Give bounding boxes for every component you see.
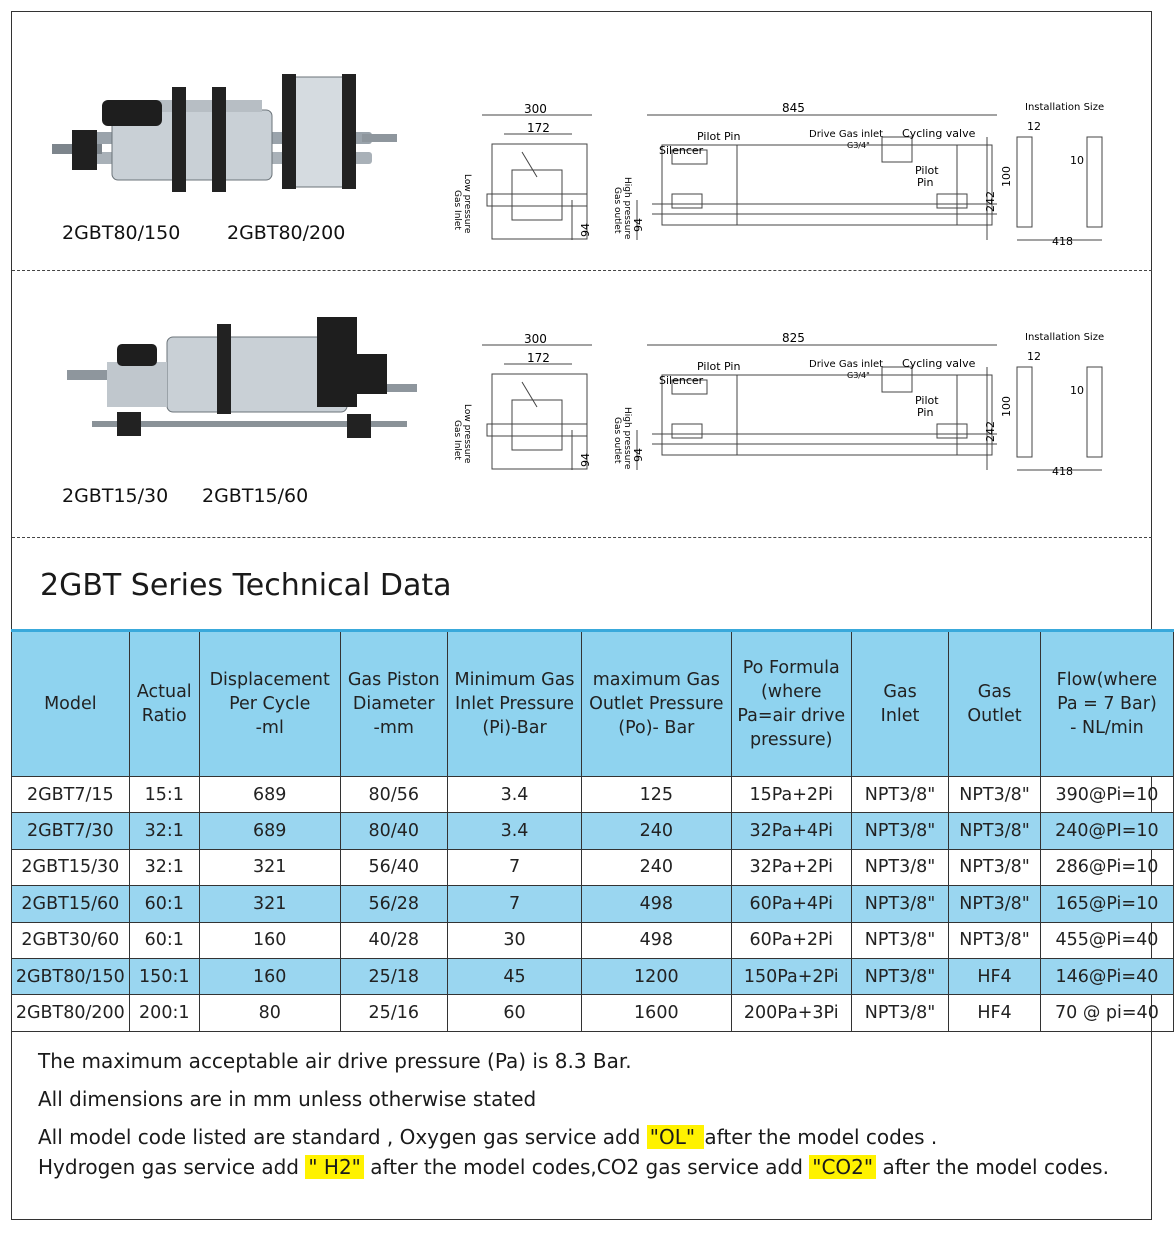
drive-gas-inlet-label: Drive Gas inlet [809, 129, 884, 140]
dim-10: 10 [1070, 154, 1084, 167]
table-cell: 1600 [582, 995, 731, 1031]
table-cell: 200Pa+3Pi [731, 995, 851, 1031]
pilot-label: Pilot [915, 164, 939, 177]
column-header-line: (Pi)-Bar [482, 718, 547, 738]
table-cell: 455@Pi=40 [1040, 922, 1173, 958]
table-cell: 165@Pi=10 [1040, 886, 1173, 922]
table-cell: 150Pa+2Pi [731, 958, 851, 994]
hydrogen-code-highlight: " H2" [305, 1155, 364, 1179]
table-cell: 240@PI=10 [1040, 813, 1173, 849]
table-cell: 3.4 [447, 813, 581, 849]
dim-300: 300 [524, 102, 547, 116]
cycling-valve-label: Cycling valve [902, 127, 976, 140]
column-header [447, 631, 581, 777]
column-header [12, 631, 130, 777]
table-cell: 80/40 [340, 813, 447, 849]
dim-94a: 94 [579, 453, 592, 467]
table-row [12, 886, 1174, 922]
column-header [851, 631, 948, 777]
table-cell: 30 [447, 922, 581, 958]
table-cell: NPT3/8" [851, 995, 948, 1031]
dim-12: 12 [1027, 350, 1041, 363]
thread-label: G3/4" [847, 371, 870, 380]
column-header-line: Actual [136, 682, 192, 702]
pilot-pin-label: Pilot Pin [697, 130, 741, 143]
table-row [12, 813, 1174, 849]
note-line-4-text-b: after the model codes,CO2 gas service add [363, 1155, 810, 1179]
table-cell: 25/18 [340, 958, 447, 994]
table-cell: NPT3/8" [949, 777, 1041, 813]
table-cell: 498 [582, 886, 731, 922]
table-row [12, 777, 1174, 813]
column-header-line: Gas [977, 682, 1012, 702]
gas-outlet-label: Gas outlet [612, 417, 622, 464]
column-header-line: Ratio [141, 706, 187, 726]
low-pressure-label: Low pressure [462, 174, 472, 234]
table-cell: 45 [447, 958, 581, 994]
technical-data-table [11, 629, 1174, 1032]
column-header-line: Displacement [209, 670, 330, 690]
table-cell: 32Pa+2Pi [731, 849, 851, 885]
column-header-line: Model [44, 694, 97, 714]
divider-1 [12, 270, 1152, 271]
table-cell: 32:1 [129, 849, 199, 885]
pump-photo-2 [47, 312, 427, 462]
table-cell: 3.4 [447, 777, 581, 813]
table-cell: 56/28 [340, 886, 447, 922]
dim-172: 172 [527, 121, 550, 135]
note-line-3-text-b: after the model codes . [704, 1125, 938, 1149]
table-cell: NPT3/8" [851, 849, 948, 885]
section-title: 2GBT Series Technical Data [40, 568, 452, 603]
table-cell: NPT3/8" [851, 922, 948, 958]
column-header-line: - NL/min [1070, 718, 1144, 738]
table-cell: 390@Pi=10 [1040, 777, 1173, 813]
notes [38, 1042, 1109, 1186]
table-cell: NPT3/8" [851, 777, 948, 813]
table-cell: 150:1 [129, 958, 199, 994]
note-line-4-text-c: after the model codes. [876, 1155, 1109, 1179]
table-header-row [12, 631, 1174, 777]
dim-100: 100 [1000, 396, 1013, 417]
column-header [129, 631, 199, 777]
table-cell: 60 [447, 995, 581, 1031]
installation-size-label: Installation Size [1025, 102, 1105, 113]
silencer-label: Silencer [659, 144, 704, 157]
dim-10: 10 [1070, 384, 1084, 397]
note-line-4 [38, 1148, 1109, 1186]
pin-label: Pin [917, 176, 934, 189]
model-label-1b: 2GBT80/200 [227, 222, 346, 244]
table-cell: 2GBT80/200 [12, 995, 130, 1031]
pump-photo-1 [42, 72, 402, 202]
column-header [340, 631, 447, 777]
column-header-line: Gas [883, 682, 917, 702]
table-cell: 7 [447, 886, 581, 922]
co2-code-highlight: "CO2" [809, 1155, 876, 1179]
dim-100: 100 [1000, 166, 1013, 187]
gas-inlet-label: Gas Inlet [452, 190, 462, 230]
note-line-2: All dimensions are in mm unless otherwise stated [38, 1087, 537, 1111]
table-cell: 200:1 [129, 995, 199, 1031]
table-cell: 2GBT7/30 [12, 813, 130, 849]
column-header-line: -ml [255, 718, 284, 738]
dim-242: 242 [984, 191, 997, 212]
column-header-line: maximum Gas [592, 670, 720, 690]
table-cell: 2GBT7/15 [12, 777, 130, 813]
high-pressure-label: High pressure [622, 407, 632, 470]
table-cell: 2GBT30/60 [12, 922, 130, 958]
table-cell: 60:1 [129, 922, 199, 958]
dim-300: 300 [524, 332, 547, 346]
column-header-line: Outlet [967, 706, 1022, 726]
low-pressure-label: Low pressure [462, 404, 472, 464]
cycling-valve-label: Cycling valve [902, 357, 976, 370]
table-row [12, 922, 1174, 958]
table-cell: 689 [199, 813, 340, 849]
table-cell: NPT3/8" [949, 922, 1041, 958]
table-cell: 498 [582, 922, 731, 958]
table-cell: 2GBT15/60 [12, 886, 130, 922]
gas-outlet-label: Gas outlet [612, 187, 622, 234]
model-label-2a: 2GBT15/30 [62, 485, 169, 507]
table-cell: 40/28 [340, 922, 447, 958]
table-cell: 125 [582, 777, 731, 813]
note-line-1: The maximum acceptable air drive pressure (Pa) is 8.3 Bar. [38, 1049, 632, 1073]
column-header-line: (Po)- Bar [618, 718, 695, 738]
silencer-label: Silencer [659, 374, 704, 387]
model-label-1a: 2GBT80/150 [62, 222, 181, 244]
table-cell: 15:1 [129, 777, 199, 813]
table-cell: 321 [199, 886, 340, 922]
column-header-line: Inlet Pressure [454, 694, 575, 714]
table-cell: 32:1 [129, 813, 199, 849]
column-header-line: Inlet [880, 706, 920, 726]
table-cell: 2GBT80/150 [12, 958, 130, 994]
installation-size-label: Installation Size [1025, 332, 1105, 343]
table-cell: NPT3/8" [949, 813, 1041, 849]
table-cell: 25/16 [340, 995, 447, 1031]
table-cell: 160 [199, 958, 340, 994]
product-panel-2 [12, 272, 1152, 537]
pilot-pin-label: Pilot Pin [697, 360, 741, 373]
table-cell: 7 [447, 849, 581, 885]
column-header-line: Diameter [352, 694, 435, 714]
product-panel-1 [12, 12, 1152, 270]
table-cell: 286@Pi=10 [1040, 849, 1173, 885]
dim-94a: 94 [579, 223, 592, 237]
table-cell: 80 [199, 995, 340, 1031]
dimension-drawing-2 [427, 312, 1117, 482]
table-cell: 56/40 [340, 849, 447, 885]
divider-2 [12, 537, 1152, 538]
oxygen-code-highlight: "OL" [647, 1125, 705, 1149]
table-cell: 1200 [582, 958, 731, 994]
table-cell: HF4 [949, 958, 1041, 994]
table-cell: NPT3/8" [949, 849, 1041, 885]
dim-12: 12 [1027, 120, 1041, 133]
table-row [12, 995, 1174, 1031]
column-header-line: Po Formula [742, 658, 840, 678]
drive-gas-inlet-label: Drive Gas inlet [809, 359, 884, 370]
note-line-4-text-a: Hydrogen gas service add [38, 1155, 306, 1179]
table-cell: 60Pa+4Pi [731, 886, 851, 922]
dim-242: 242 [984, 421, 997, 442]
column-header [949, 631, 1041, 777]
column-header [199, 631, 340, 777]
column-header-line: pressure) [750, 730, 833, 750]
table-cell: 146@Pi=40 [1040, 958, 1173, 994]
column-header-line: Flow(where [1056, 670, 1158, 690]
table-row [12, 849, 1174, 885]
pilot-label: Pilot [915, 394, 939, 407]
table-cell: 240 [582, 813, 731, 849]
column-header-line: Outlet Pressure [589, 694, 724, 714]
table-cell: NPT3/8" [949, 886, 1041, 922]
column-header [1040, 631, 1173, 777]
table-cell: 80/56 [340, 777, 447, 813]
table-cell: 689 [199, 777, 340, 813]
dim-172: 172 [527, 351, 550, 365]
table-cell: 2GBT15/30 [12, 849, 130, 885]
column-header-line: -mm [373, 718, 414, 738]
table-cell: HF4 [949, 995, 1041, 1031]
column-header [731, 631, 851, 777]
pin-label: Pin [917, 406, 934, 419]
column-header-line: (where [760, 682, 822, 702]
table-cell: NPT3/8" [851, 813, 948, 849]
note-line-3-text-a: All model code listed are standard , Oxygen gas service add [38, 1125, 647, 1149]
column-header [582, 631, 731, 777]
table-row [12, 958, 1174, 994]
column-header-line: Gas Piston [347, 670, 440, 690]
dim-418: 418 [1052, 465, 1073, 478]
dimension-drawing-1 [427, 82, 1117, 252]
column-header-line: Pa=air drive [737, 706, 846, 726]
table-cell: 160 [199, 922, 340, 958]
thread-label: G3/4" [847, 141, 870, 150]
high-pressure-label: High pressure [622, 177, 632, 240]
model-label-2b: 2GBT15/60 [202, 485, 309, 507]
table-cell: 321 [199, 849, 340, 885]
table-cell: 240 [582, 849, 731, 885]
dim-94b: 94 [632, 448, 645, 462]
dim-length: 845 [782, 101, 805, 115]
column-header-line: Per Cycle [229, 694, 311, 714]
table-cell: 32Pa+4Pi [731, 813, 851, 849]
dim-94b: 94 [632, 218, 645, 232]
table-cell: 60Pa+2Pi [731, 922, 851, 958]
table-cell: NPT3/8" [851, 886, 948, 922]
column-header-line: Minimum Gas [454, 670, 575, 690]
column-header-line: Pa = 7 Bar) [1057, 694, 1157, 714]
table-cell: 70 @ pi=40 [1040, 995, 1173, 1031]
table-cell: NPT3/8" [851, 958, 948, 994]
gas-inlet-label: Gas Inlet [452, 420, 462, 460]
dim-length: 825 [782, 331, 805, 345]
dim-418: 418 [1052, 235, 1073, 248]
table-cell: 15Pa+2Pi [731, 777, 851, 813]
table-cell: 60:1 [129, 886, 199, 922]
